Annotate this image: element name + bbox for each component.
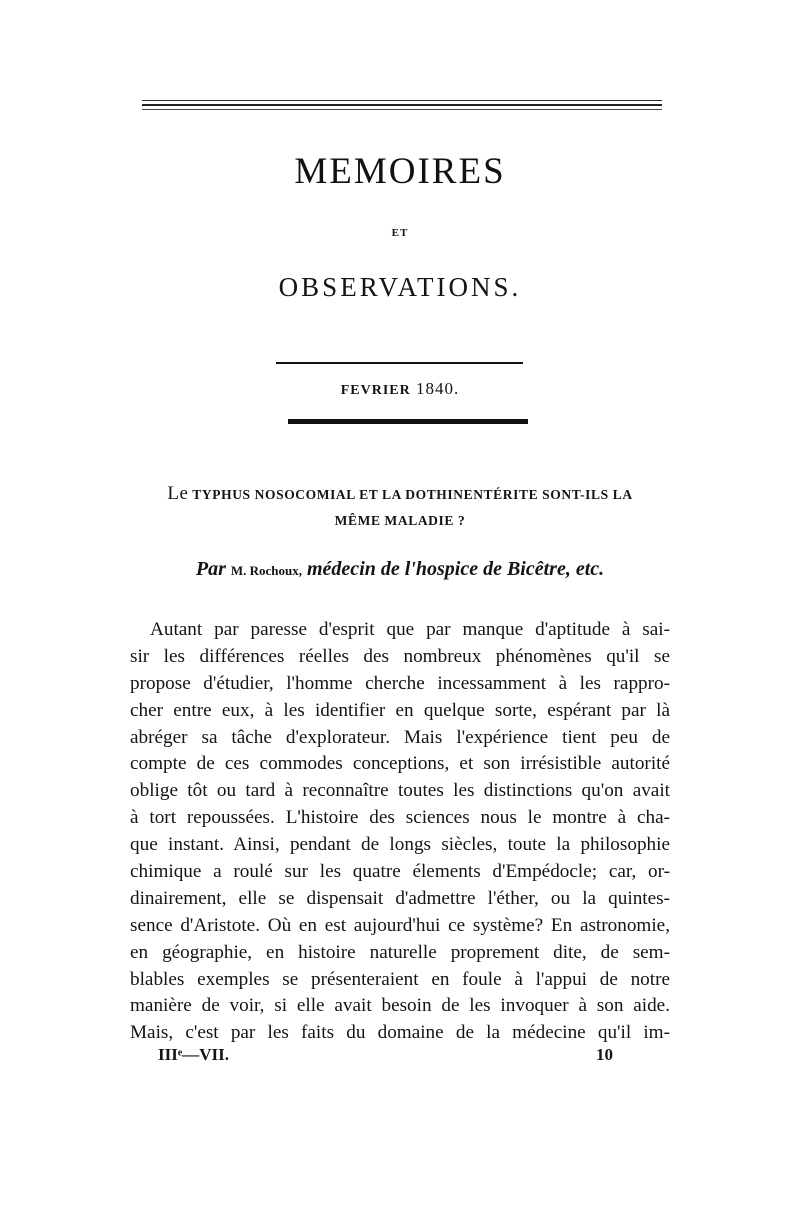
page-footer — [158, 1045, 613, 1073]
date-rule-below — [288, 419, 528, 424]
body-line: blables exemples se présenteraient en foule à l'appui de notre — [130, 968, 670, 990]
body-line: que instant. Ainsi, pendant de longs siècles, toute la philosophie — [130, 834, 670, 856]
article-title-rest: TYPHUS NOSOCOMIAL ET LA DOTHINENTÉRITE SONT-ILS LA — [192, 487, 633, 502]
body-line: chimique a roulé sur les quatre élements d'Empédocle; car, or- — [130, 861, 670, 883]
body-line: à tort repoussées. L'histoire des sciences nous le montre à cha- — [130, 807, 670, 829]
article-title — [130, 481, 670, 534]
body-line: compte de ces commodes conceptions, et son irrésistible autorité — [130, 753, 670, 775]
issue-month: FEVRIER — [340, 383, 411, 398]
article-byline — [0, 558, 800, 581]
body-line: abréger sa tâche d'explorateur. Mais l'expérience tient peu de — [130, 726, 670, 748]
body-line: dinairement, elle se dispensait d'admettre l'éther, ou la quintes- — [130, 887, 670, 909]
top-rule — [142, 100, 662, 101]
body-line: manière de voir, si elle avait besoin de les invoquer à son aide. — [130, 995, 670, 1017]
body-line: sence d'Aristote. Où en est aujourd'hui ce système? En astronomie, — [130, 914, 670, 936]
issue-date — [0, 379, 800, 399]
body-line: oblige tôt ou tard à reconnaître toutes les distinctions qu'on avait — [130, 780, 670, 802]
section-title-sub: OBSERVATIONS. — [278, 272, 522, 302]
article-body — [130, 617, 670, 1047]
body-line: cher entre eux, à les identifier en quelque sorte, espérant par là — [130, 699, 670, 721]
issue-year: 1840. — [416, 379, 460, 398]
top-rule — [142, 104, 662, 106]
byline-role: médecin de l'hospice de Bicêtre, etc. — [307, 558, 605, 580]
body-line: en géographie, en histoire naturelle proprement dite, de sem- — [130, 941, 670, 963]
date-rule-above — [276, 362, 523, 364]
byline-par: Par — [195, 558, 226, 580]
section-title-conjunction: ET — [391, 227, 409, 239]
body-line: Mais, c'est par les faits du domaine de la médecine qu'il im- — [130, 1022, 670, 1044]
body-line: propose d'étudier, l'homme cherche incessamment à les rappro- — [130, 672, 670, 694]
signature-mark: IIIᵉ—VII. — [158, 1045, 230, 1064]
article-title-initial: Le — [167, 483, 189, 504]
top-rule — [142, 109, 662, 110]
body-line: sir les différences réelles des nombreux phénomènes qu'il se — [130, 645, 670, 667]
byline-author: M. Rochoux, — [230, 563, 302, 578]
article-title-line-2: MÊME MALADIE ? — [334, 513, 466, 528]
section-title-main: MEMOIRES — [294, 151, 506, 192]
body-line: Autant par paresse d'esprit que par manque d'aptitude à sai- — [150, 619, 670, 640]
page-number: 10 — [596, 1045, 613, 1064]
article-title-line-1 — [130, 481, 670, 508]
